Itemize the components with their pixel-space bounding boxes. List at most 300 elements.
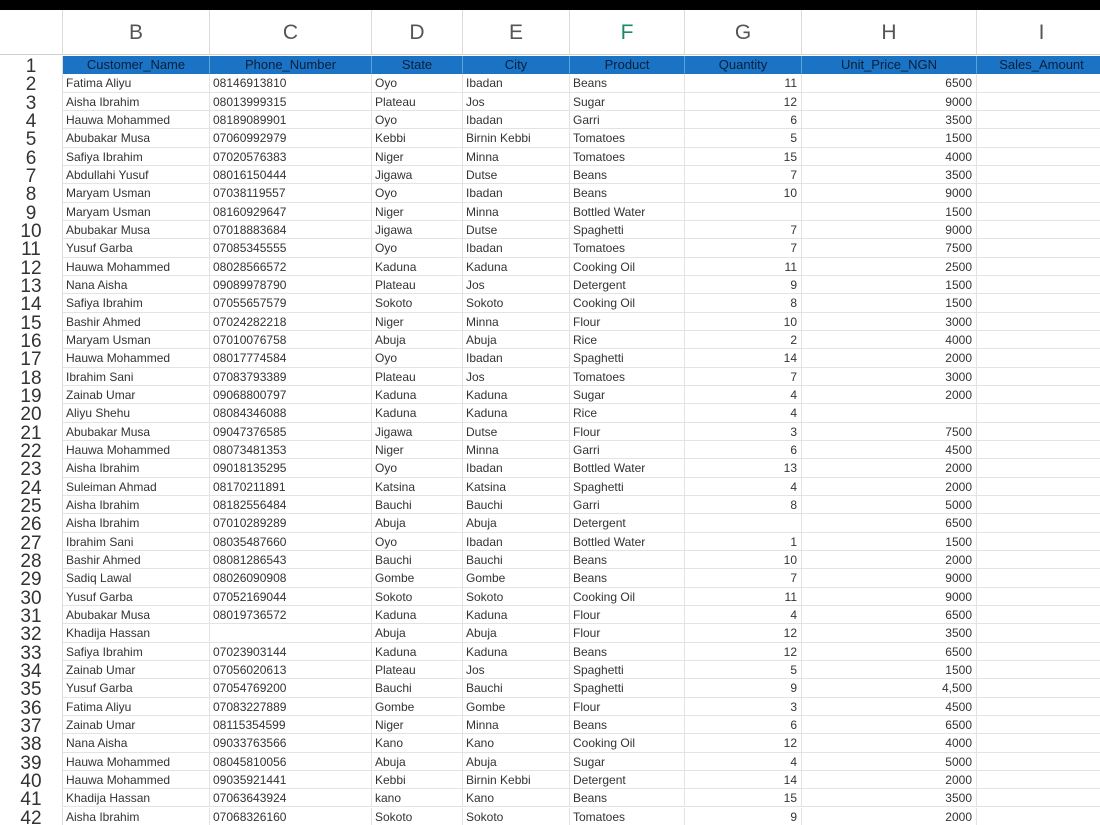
cell-sales[interactable]	[977, 441, 1100, 459]
row-number[interactable]: 26	[0, 514, 63, 532]
cell-city[interactable]: Gombe	[463, 698, 570, 716]
row-number[interactable]: 42	[0, 808, 63, 825]
cell-name[interactable]: Maryam Usman	[63, 331, 210, 349]
cell-sales[interactable]	[977, 771, 1100, 789]
cell-qty[interactable]: 12	[685, 643, 802, 661]
cell-sales[interactable]	[977, 789, 1100, 807]
row-number[interactable]: 1	[0, 56, 63, 74]
cell-phone[interactable]: 08028566572	[210, 258, 372, 276]
cell-price[interactable]: 9000	[802, 221, 977, 239]
cell-sales[interactable]	[977, 129, 1100, 147]
row-number[interactable]: 8	[0, 184, 63, 202]
cell-state[interactable]: Sokoto	[372, 588, 463, 606]
cell-price[interactable]: 9000	[802, 588, 977, 606]
cell-city[interactable]: Kaduna	[463, 606, 570, 624]
cell-qty[interactable]: 8	[685, 294, 802, 312]
cell-price[interactable]: 4500	[802, 698, 977, 716]
row-number[interactable]: 31	[0, 606, 63, 624]
cell-price[interactable]: 3500	[802, 111, 977, 129]
cell-city[interactable]: Kaduna	[463, 258, 570, 276]
column-header-g[interactable]: G	[685, 10, 802, 55]
cell-product[interactable]: Beans	[570, 184, 685, 202]
cell-state[interactable]: Sokoto	[372, 294, 463, 312]
cell-price[interactable]: 1500	[802, 533, 977, 551]
cell-product[interactable]: Rice	[570, 331, 685, 349]
spreadsheet-grid[interactable]	[0, 10, 1100, 825]
cell-phone[interactable]: 07063643924	[210, 789, 372, 807]
cell-price[interactable]: 6500	[802, 74, 977, 92]
cell-sales[interactable]	[977, 404, 1100, 422]
cell-qty[interactable]: 11	[685, 588, 802, 606]
row-number[interactable]: 17	[0, 349, 63, 367]
cell-qty[interactable]: 9	[685, 808, 802, 825]
cell-product[interactable]: Beans	[570, 166, 685, 184]
row-number[interactable]: 29	[0, 569, 63, 587]
cell-city[interactable]: Bauchi	[463, 551, 570, 569]
cell-city[interactable]: Jos	[463, 661, 570, 679]
cell-state[interactable]: Kaduna	[372, 643, 463, 661]
cell-name[interactable]: Abdullahi Yusuf	[63, 166, 210, 184]
cell-product[interactable]: Tomatoes	[570, 808, 685, 825]
cell-sales[interactable]	[977, 734, 1100, 752]
cell-price[interactable]: 3000	[802, 368, 977, 386]
cell-product[interactable]: Cooking Oil	[570, 588, 685, 606]
cell-state[interactable]: Oyo	[372, 349, 463, 367]
cell-sales[interactable]	[977, 643, 1100, 661]
cell-phone[interactable]: 08019736572	[210, 606, 372, 624]
row-number[interactable]: 21	[0, 423, 63, 441]
cell-product[interactable]: Rice	[570, 404, 685, 422]
cell-sales[interactable]	[977, 148, 1100, 166]
cell-product[interactable]: Beans	[570, 716, 685, 734]
cell-price[interactable]: 9000	[802, 569, 977, 587]
cell-name[interactable]: Nana Aisha	[63, 734, 210, 752]
row-number[interactable]: 27	[0, 533, 63, 551]
cell-state[interactable]: Bauchi	[372, 551, 463, 569]
cell-state[interactable]: Bauchi	[372, 496, 463, 514]
cell-state[interactable]: Kebbi	[372, 771, 463, 789]
cell-qty[interactable]: 4	[685, 606, 802, 624]
cell-sales[interactable]	[977, 624, 1100, 642]
cell-sales[interactable]	[977, 514, 1100, 532]
cell-phone[interactable]: 08073481353	[210, 441, 372, 459]
row-number[interactable]: 20	[0, 404, 63, 422]
cell-city[interactable]: Bauchi	[463, 496, 570, 514]
cell-price[interactable]: 1500	[802, 129, 977, 147]
cell-name[interactable]: Hauwa Mohammed	[63, 258, 210, 276]
cell-name[interactable]: Maryam Usman	[63, 184, 210, 202]
cell-name[interactable]: Aisha Ibrahim	[63, 459, 210, 477]
cell-sales[interactable]	[977, 716, 1100, 734]
cell-state[interactable]: Niger	[372, 148, 463, 166]
cell-sales[interactable]	[977, 331, 1100, 349]
cell-name[interactable]: Abubakar Musa	[63, 423, 210, 441]
cell-qty[interactable]: 7	[685, 221, 802, 239]
cell-qty[interactable]: 7	[685, 166, 802, 184]
cell-sales[interactable]	[977, 239, 1100, 257]
cell-phone[interactable]: 09018135295	[210, 459, 372, 477]
cell-qty[interactable]: 8	[685, 496, 802, 514]
cell-state[interactable]: Abuja	[372, 624, 463, 642]
cell-phone[interactable]: 07023903144	[210, 643, 372, 661]
cell-price[interactable]: 4000	[802, 331, 977, 349]
cell-phone[interactable]: 08084346088	[210, 404, 372, 422]
cell-product[interactable]: Cooking Oil	[570, 258, 685, 276]
cell-name[interactable]: Safiya Ibrahim	[63, 294, 210, 312]
cell-state[interactable]: Oyo	[372, 184, 463, 202]
cell-state[interactable]: Niger	[372, 716, 463, 734]
cell-product[interactable]: Cooking Oil	[570, 734, 685, 752]
cell-sales[interactable]	[977, 313, 1100, 331]
cell-product[interactable]: Detergent	[570, 514, 685, 532]
cell-qty[interactable]: 7	[685, 368, 802, 386]
row-number[interactable]: 3	[0, 93, 63, 111]
cell-qty[interactable]: 6	[685, 111, 802, 129]
cell-name[interactable]: Khadija Hassan	[63, 624, 210, 642]
cell-name[interactable]: Fatima Aliyu	[63, 698, 210, 716]
cell-qty[interactable]: 6	[685, 716, 802, 734]
cell-sales[interactable]	[977, 166, 1100, 184]
cell-state[interactable]: Gombe	[372, 698, 463, 716]
cell-name[interactable]: Abubakar Musa	[63, 221, 210, 239]
cell-state[interactable]: Niger	[372, 203, 463, 221]
cell-product[interactable]: Bottled Water	[570, 533, 685, 551]
cell-sales[interactable]	[977, 203, 1100, 221]
cell-qty[interactable]	[685, 203, 802, 221]
cell-state[interactable]: Oyo	[372, 533, 463, 551]
cell-sales[interactable]	[977, 423, 1100, 441]
cell-qty[interactable]: 3	[685, 423, 802, 441]
cell-price[interactable]: 4000	[802, 734, 977, 752]
cell-price[interactable]: 3500	[802, 624, 977, 642]
cell-qty[interactable]: 6	[685, 441, 802, 459]
header-cell-product[interactable]: Product	[570, 56, 685, 74]
cell-name[interactable]: Bashir Ahmed	[63, 551, 210, 569]
row-number[interactable]: 24	[0, 478, 63, 496]
cell-phone[interactable]: 07052169044	[210, 588, 372, 606]
cell-qty[interactable]: 10	[685, 313, 802, 331]
cell-qty[interactable]: 13	[685, 459, 802, 477]
cell-price[interactable]: 6500	[802, 514, 977, 532]
cell-name[interactable]: Khadija Hassan	[63, 789, 210, 807]
cell-state[interactable]: Plateau	[372, 93, 463, 111]
cell-sales[interactable]	[977, 294, 1100, 312]
cell-product[interactable]: Flour	[570, 624, 685, 642]
cell-qty[interactable]: 5	[685, 129, 802, 147]
cell-state[interactable]: Abuja	[372, 514, 463, 532]
cell-phone[interactable]: 08016150444	[210, 166, 372, 184]
cell-phone[interactable]	[210, 624, 372, 642]
header-cell-name[interactable]: Customer_Name	[63, 56, 210, 74]
cell-product[interactable]: Garri	[570, 111, 685, 129]
cell-qty[interactable]: 9	[685, 276, 802, 294]
cell-sales[interactable]	[977, 679, 1100, 697]
cell-phone[interactable]: 07024282218	[210, 313, 372, 331]
cell-phone[interactable]: 07010076758	[210, 331, 372, 349]
cell-sales[interactable]	[977, 276, 1100, 294]
header-cell-state[interactable]: State	[372, 56, 463, 74]
cell-qty[interactable]: 5	[685, 661, 802, 679]
cell-price[interactable]: 2000	[802, 459, 977, 477]
column-header-d[interactable]: D	[372, 10, 463, 55]
row-number[interactable]: 7	[0, 166, 63, 184]
cell-city[interactable]: Bauchi	[463, 679, 570, 697]
cell-phone[interactable]: 09033763566	[210, 734, 372, 752]
cell-sales[interactable]	[977, 808, 1100, 825]
cell-price[interactable]: 2500	[802, 258, 977, 276]
cell-sales[interactable]	[977, 111, 1100, 129]
cell-price[interactable]: 7500	[802, 423, 977, 441]
row-number[interactable]: 36	[0, 698, 63, 716]
cell-qty[interactable]: 7	[685, 569, 802, 587]
cell-city[interactable]: Ibadan	[463, 459, 570, 477]
cell-state[interactable]: Gombe	[372, 569, 463, 587]
cell-name[interactable]: Hauwa Mohammed	[63, 753, 210, 771]
cell-price[interactable]: 2000	[802, 551, 977, 569]
row-number[interactable]: 12	[0, 258, 63, 276]
cell-product[interactable]: Detergent	[570, 276, 685, 294]
cell-price[interactable]: 2000	[802, 771, 977, 789]
cell-sales[interactable]	[977, 184, 1100, 202]
cell-sales[interactable]	[977, 459, 1100, 477]
cell-sales[interactable]	[977, 221, 1100, 239]
cell-product[interactable]: Spaghetti	[570, 478, 685, 496]
cell-phone[interactable]: 08160929647	[210, 203, 372, 221]
cell-qty[interactable]: 7	[685, 239, 802, 257]
cell-name[interactable]: Aisha Ibrahim	[63, 93, 210, 111]
cell-sales[interactable]	[977, 74, 1100, 92]
cell-city[interactable]: Sokoto	[463, 588, 570, 606]
cell-product[interactable]: Tomatoes	[570, 368, 685, 386]
cell-city[interactable]: Minna	[463, 313, 570, 331]
cell-name[interactable]: Aisha Ibrahim	[63, 808, 210, 825]
cell-product[interactable]: Flour	[570, 606, 685, 624]
cell-city[interactable]: Ibadan	[463, 74, 570, 92]
cell-name[interactable]: Aisha Ibrahim	[63, 514, 210, 532]
cell-name[interactable]: Safiya Ibrahim	[63, 148, 210, 166]
cell-product[interactable]: Detergent	[570, 771, 685, 789]
row-number[interactable]: 25	[0, 496, 63, 514]
cell-name[interactable]: Maryam Usman	[63, 203, 210, 221]
cell-price[interactable]: 1500	[802, 661, 977, 679]
cell-phone[interactable]: 08115354599	[210, 716, 372, 734]
cell-price[interactable]: 6500	[802, 606, 977, 624]
cell-qty[interactable]: 12	[685, 624, 802, 642]
cell-phone[interactable]: 08045810056	[210, 753, 372, 771]
cell-phone[interactable]: 07020576383	[210, 148, 372, 166]
cell-product[interactable]: Spaghetti	[570, 349, 685, 367]
select-all-corner[interactable]	[0, 10, 63, 55]
cell-product[interactable]: Sugar	[570, 753, 685, 771]
cell-product[interactable]: Garri	[570, 441, 685, 459]
cell-city[interactable]: Abuja	[463, 514, 570, 532]
cell-price[interactable]: 1500	[802, 276, 977, 294]
cell-phone[interactable]: 08146913810	[210, 74, 372, 92]
cell-name[interactable]: Yusuf Garba	[63, 239, 210, 257]
cell-qty[interactable]: 14	[685, 349, 802, 367]
cell-name[interactable]: Hauwa Mohammed	[63, 771, 210, 789]
cell-qty[interactable]: 4	[685, 478, 802, 496]
cell-state[interactable]: Oyo	[372, 239, 463, 257]
cell-city[interactable]: Ibadan	[463, 184, 570, 202]
cell-sales[interactable]	[977, 551, 1100, 569]
cell-state[interactable]: Plateau	[372, 276, 463, 294]
cell-phone[interactable]: 07010289289	[210, 514, 372, 532]
cell-sales[interactable]	[977, 698, 1100, 716]
cell-sales[interactable]	[977, 753, 1100, 771]
row-number[interactable]: 6	[0, 148, 63, 166]
cell-qty[interactable]: 4	[685, 753, 802, 771]
cell-sales[interactable]	[977, 349, 1100, 367]
cell-qty[interactable]: 15	[685, 148, 802, 166]
cell-sales[interactable]	[977, 533, 1100, 551]
cell-state[interactable]: Kebbi	[372, 129, 463, 147]
row-number[interactable]: 40	[0, 771, 63, 789]
cell-phone[interactable]: 07056020613	[210, 661, 372, 679]
cell-phone[interactable]: 07083227889	[210, 698, 372, 716]
cell-qty[interactable]: 15	[685, 789, 802, 807]
cell-price[interactable]: 9000	[802, 184, 977, 202]
cell-product[interactable]: Beans	[570, 569, 685, 587]
header-cell-city[interactable]: City	[463, 56, 570, 74]
cell-price[interactable]: 4500	[802, 441, 977, 459]
cell-product[interactable]: Flour	[570, 313, 685, 331]
cell-sales[interactable]	[977, 606, 1100, 624]
cell-city[interactable]: Jos	[463, 276, 570, 294]
cell-product[interactable]: Tomatoes	[570, 239, 685, 257]
cell-city[interactable]: Minna	[463, 716, 570, 734]
cell-product[interactable]: Tomatoes	[570, 148, 685, 166]
cell-product[interactable]: Bottled Water	[570, 203, 685, 221]
row-number[interactable]: 30	[0, 588, 63, 606]
cell-name[interactable]: Ibrahim Sani	[63, 533, 210, 551]
cell-name[interactable]: Hauwa Mohammed	[63, 111, 210, 129]
cell-price[interactable]: 7500	[802, 239, 977, 257]
cell-phone[interactable]: 07018883684	[210, 221, 372, 239]
cell-product[interactable]: Flour	[570, 698, 685, 716]
cell-name[interactable]: Yusuf Garba	[63, 588, 210, 606]
row-number[interactable]: 23	[0, 459, 63, 477]
cell-phone[interactable]: 09035921441	[210, 771, 372, 789]
cell-city[interactable]: Kaduna	[463, 643, 570, 661]
cell-state[interactable]: Kaduna	[372, 258, 463, 276]
cell-phone[interactable]: 09047376585	[210, 423, 372, 441]
cell-price[interactable]: 2000	[802, 478, 977, 496]
cell-name[interactable]: Yusuf Garba	[63, 679, 210, 697]
cell-name[interactable]: Aisha Ibrahim	[63, 496, 210, 514]
row-number[interactable]: 41	[0, 789, 63, 807]
cell-price[interactable]: 4000	[802, 148, 977, 166]
cell-product[interactable]: Sugar	[570, 386, 685, 404]
cell-phone[interactable]: 08189089901	[210, 111, 372, 129]
cell-city[interactable]: Dutse	[463, 423, 570, 441]
cell-qty[interactable]: 4	[685, 386, 802, 404]
cell-product[interactable]: Flour	[570, 423, 685, 441]
cell-state[interactable]: Oyo	[372, 74, 463, 92]
cell-price[interactable]: 3500	[802, 166, 977, 184]
cell-city[interactable]: Jos	[463, 93, 570, 111]
cell-product[interactable]: Cooking Oil	[570, 294, 685, 312]
cell-city[interactable]: Jos	[463, 368, 570, 386]
cell-city[interactable]: Minna	[463, 441, 570, 459]
cell-qty[interactable]: 12	[685, 734, 802, 752]
cell-phone[interactable]: 09068800797	[210, 386, 372, 404]
cell-phone[interactable]: 07068326160	[210, 808, 372, 825]
header-cell-price[interactable]: Unit_Price_NGN	[802, 56, 977, 74]
cell-city[interactable]: Birnin Kebbi	[463, 771, 570, 789]
cell-phone[interactable]: 09089978790	[210, 276, 372, 294]
row-number[interactable]: 33	[0, 643, 63, 661]
cell-name[interactable]: Ibrahim Sani	[63, 368, 210, 386]
cell-name[interactable]: Abubakar Musa	[63, 606, 210, 624]
cell-phone[interactable]: 08170211891	[210, 478, 372, 496]
column-header-f[interactable]: F	[570, 10, 685, 55]
cell-sales[interactable]	[977, 569, 1100, 587]
cell-city[interactable]: Dutse	[463, 166, 570, 184]
row-number[interactable]: 32	[0, 624, 63, 642]
cell-qty[interactable]: 11	[685, 258, 802, 276]
cell-city[interactable]: Minna	[463, 148, 570, 166]
cell-city[interactable]: Ibadan	[463, 111, 570, 129]
cell-qty[interactable]: 9	[685, 679, 802, 697]
row-number[interactable]: 2	[0, 74, 63, 92]
cell-sales[interactable]	[977, 661, 1100, 679]
cell-state[interactable]: Abuja	[372, 753, 463, 771]
cell-phone[interactable]: 08081286543	[210, 551, 372, 569]
cell-qty[interactable]: 10	[685, 184, 802, 202]
row-number[interactable]: 4	[0, 111, 63, 129]
cell-qty[interactable]: 4	[685, 404, 802, 422]
cell-state[interactable]: Niger	[372, 441, 463, 459]
cell-city[interactable]: Ibadan	[463, 349, 570, 367]
cell-state[interactable]: Kaduna	[372, 404, 463, 422]
row-number[interactable]: 5	[0, 129, 63, 147]
cell-phone[interactable]: 08013999315	[210, 93, 372, 111]
cell-state[interactable]: Jigawa	[372, 221, 463, 239]
cell-city[interactable]: Ibadan	[463, 239, 570, 257]
cell-product[interactable]: Spaghetti	[570, 221, 685, 239]
cell-phone[interactable]: 07038119557	[210, 184, 372, 202]
cell-name[interactable]: Nana Aisha	[63, 276, 210, 294]
row-number[interactable]: 11	[0, 239, 63, 257]
cell-city[interactable]: Kaduna	[463, 404, 570, 422]
cell-price[interactable]: 3500	[802, 789, 977, 807]
cell-city[interactable]: Katsina	[463, 478, 570, 496]
cell-sales[interactable]	[977, 386, 1100, 404]
cell-price[interactable]: 9000	[802, 93, 977, 111]
cell-phone[interactable]: 08182556484	[210, 496, 372, 514]
cell-name[interactable]: Hauwa Mohammed	[63, 349, 210, 367]
cell-city[interactable]: Abuja	[463, 753, 570, 771]
cell-name[interactable]: Abubakar Musa	[63, 129, 210, 147]
cell-phone[interactable]: 08017774584	[210, 349, 372, 367]
cell-city[interactable]: Kano	[463, 789, 570, 807]
cell-sales[interactable]	[977, 478, 1100, 496]
cell-price[interactable]: 2000	[802, 386, 977, 404]
column-header-e[interactable]: E	[463, 10, 570, 55]
cell-phone[interactable]: 07083793389	[210, 368, 372, 386]
cell-product[interactable]: Beans	[570, 551, 685, 569]
cell-phone[interactable]: 08026090908	[210, 569, 372, 587]
cell-qty[interactable]: 12	[685, 93, 802, 111]
cell-price[interactable]: 2000	[802, 349, 977, 367]
row-number[interactable]: 19	[0, 386, 63, 404]
cell-state[interactable]: Katsina	[372, 478, 463, 496]
cell-state[interactable]: Sokoto	[372, 808, 463, 825]
cell-state[interactable]: Oyo	[372, 111, 463, 129]
cell-city[interactable]: Kaduna	[463, 386, 570, 404]
cell-sales[interactable]	[977, 496, 1100, 514]
